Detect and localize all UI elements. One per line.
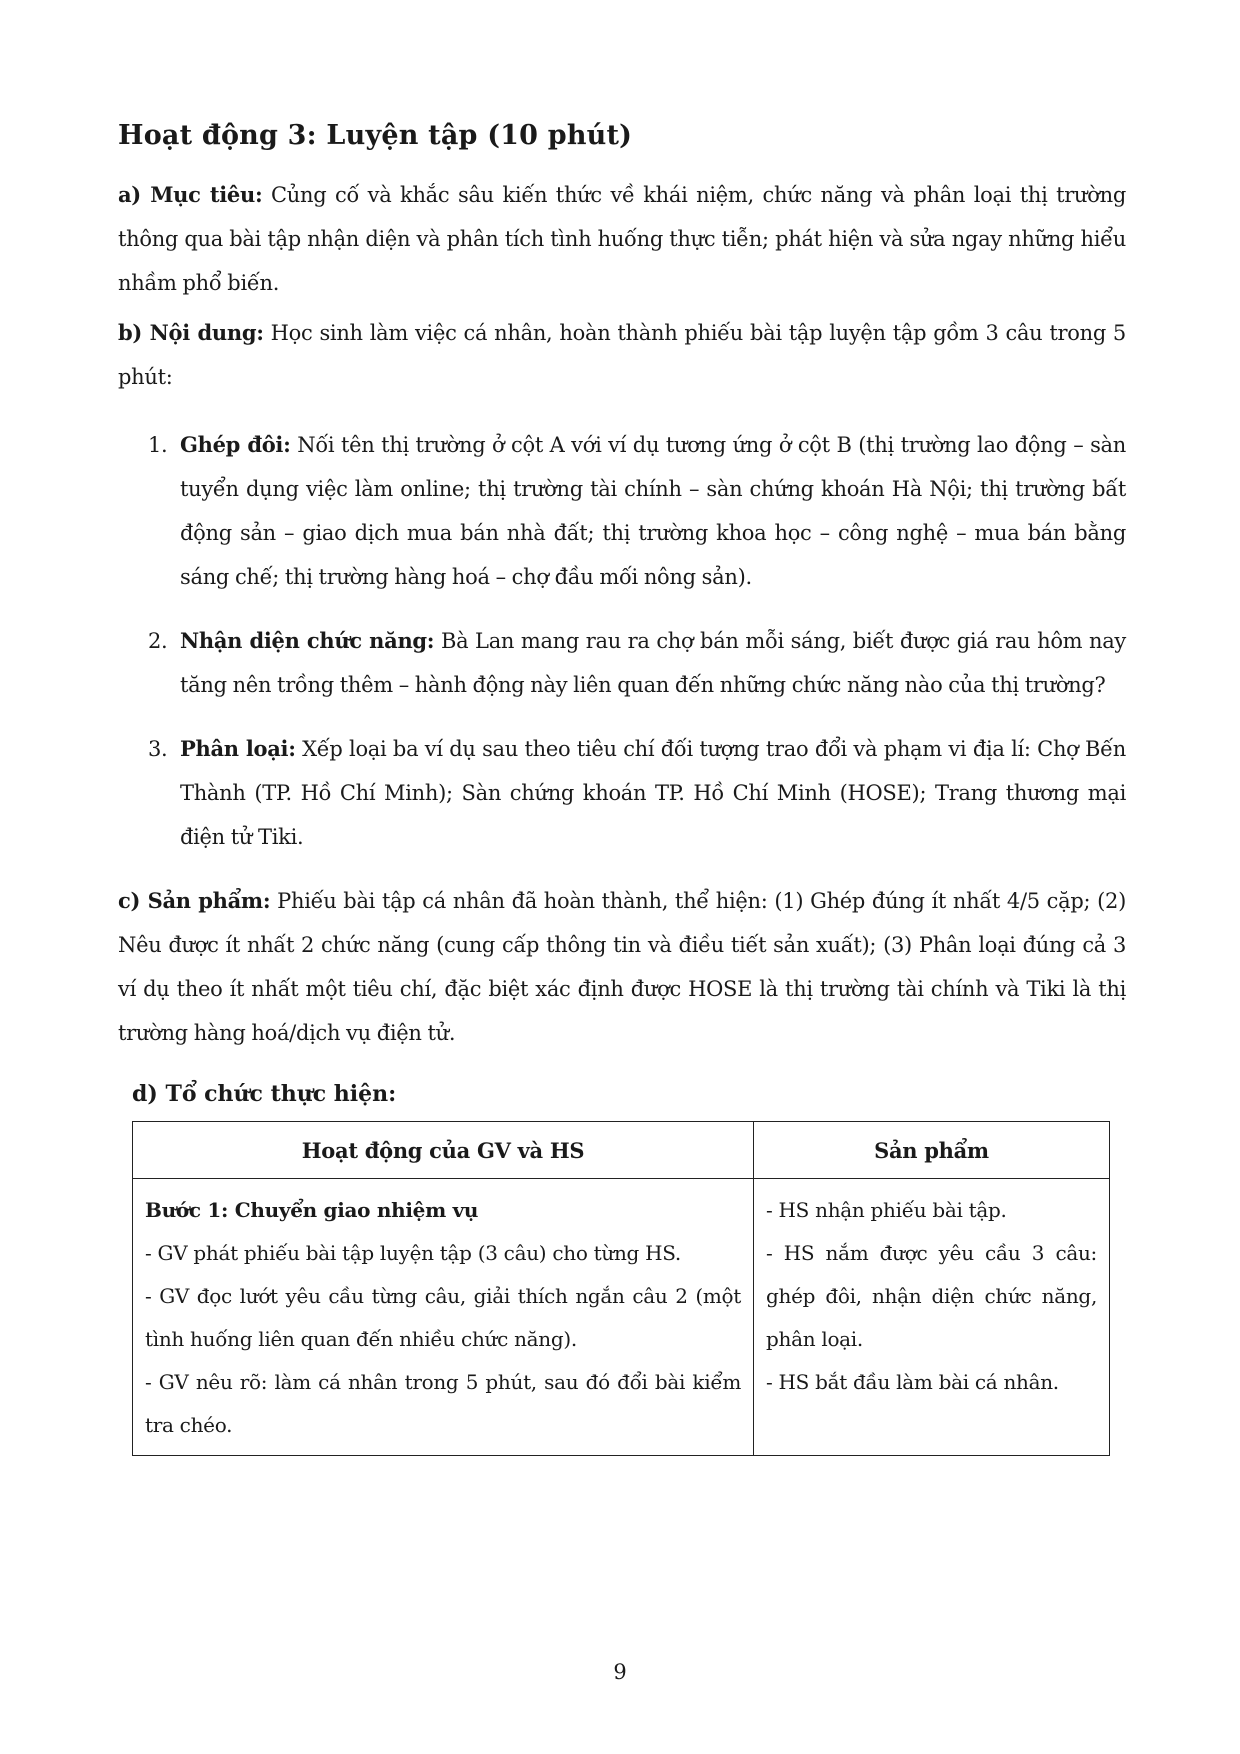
task-list	[118, 423, 1126, 859]
task-item	[118, 727, 1126, 859]
section-c-text: Phiếu bài tập cá nhân đã hoàn thành, thể hiện: (1) Ghép đúng ít nhất 4/5 cặp; (2) Nêu được ít nhất 2 chức năng (cung cấp thông tin và điều tiết sản xuất); (3) Phân loại đúng cả 3 ví dụ theo ít nhất một tiêu chí, đặc biệt xác định được HOSE là thị trường tài chính và Tiki là thị trường hàng hoá/dịch vụ điện tử.	[118, 889, 1126, 1045]
task-number: 1.	[148, 433, 168, 457]
section-d-label: d) Tổ chức thực hiện:	[132, 1081, 397, 1107]
section-c	[118, 879, 1126, 1055]
document-page	[118, 120, 1126, 1456]
section-b-text: Học sinh làm việc cá nhân, hoàn thành phiếu bài tập luyện tập gồm 3 câu trong 5 phút:	[118, 321, 1126, 389]
activity-heading: Hoạt động 3: Luyện tập (10 phút)	[118, 120, 633, 151]
activity-line: - GV nêu rõ: làm cá nhân trong 5 phút, sau đó đổi bài kiểm tra chéo.	[145, 1370, 741, 1437]
product-line: - HS bắt đầu làm bài cá nhân.	[766, 1370, 1059, 1394]
task-text: Nối tên thị trường ở cột A với ví dụ tương ứng ở cột B (thị trường lao động – sàn tuyển dụng việc làm online; thị trường tài chính – sàn chứng khoán Hà Nội; thị trường bất động sản – giao dịch mua bán nhà đất; thị trường khoa học – công nghệ – mua bán bằng sáng chế; thị trường hàng hoá – chợ đầu mối nông sản).	[180, 433, 1126, 589]
task-number: 3.	[148, 737, 168, 761]
product-line: - HS nhận phiếu bài tập.	[766, 1198, 1007, 1222]
task-text: Bà Lan mang rau ra chợ bán mỗi sáng, biết được giá rau hôm nay tăng nên trồng thêm – hành động này liên quan đến những chức năng nào của thị trường?	[180, 629, 1126, 697]
activities-cell	[133, 1179, 754, 1456]
task-number: 2.	[148, 629, 168, 653]
table-row	[133, 1179, 1110, 1456]
organization-table	[132, 1121, 1110, 1456]
section-b	[118, 311, 1126, 399]
section-c-label: c) Sản phẩm:	[118, 888, 271, 913]
task-label: Phân loại:	[180, 736, 296, 761]
task-text: Xếp loại ba ví dụ sau theo tiêu chí đối tượng trao đổi và phạm vi địa lí: Chợ Bến Thành (TP. Hồ Chí Minh); Sàn chứng khoán TP. Hồ Chí Minh (HOSE); Trang thương mại điện tử Tiki.	[180, 737, 1126, 849]
page-number: 9	[613, 1660, 627, 1684]
task-item	[118, 423, 1126, 599]
task-label: Nhận diện chức năng:	[180, 628, 435, 653]
section-a	[118, 173, 1126, 305]
header-activities: Hoạt động của GV và HS	[133, 1122, 754, 1179]
table-header-row	[133, 1122, 1110, 1179]
section-a-label: a) Mục tiêu:	[118, 182, 263, 207]
section-a-text: Củng cố và khắc sâu kiến thức về khái niệm, chức năng và phân loại thị trường thông qua bài tập nhận diện và phân tích tình huống thực tiễn; phát hiện và sửa ngay những hiểu nhầm phổ biến.	[118, 183, 1126, 295]
step-title: Bước 1: Chuyển giao nhiệm vụ	[145, 1198, 479, 1222]
task-item	[118, 619, 1126, 707]
activity-line: - GV phát phiếu bài tập luyện tập (3 câu) cho từng HS.	[145, 1241, 681, 1265]
task-label: Ghép đôi:	[180, 432, 291, 457]
header-products: Sản phẩm	[754, 1122, 1110, 1179]
products-cell	[754, 1179, 1110, 1456]
activity-line: - GV đọc lướt yêu cầu từng câu, giải thích ngắn câu 2 (một tình huống liên quan đến nhiều chức năng).	[145, 1284, 741, 1351]
product-line: - HS nắm được yêu cầu 3 câu: ghép đôi, nhận diện chức năng, phân loại.	[766, 1241, 1097, 1351]
section-b-label: b) Nội dung:	[118, 320, 264, 345]
